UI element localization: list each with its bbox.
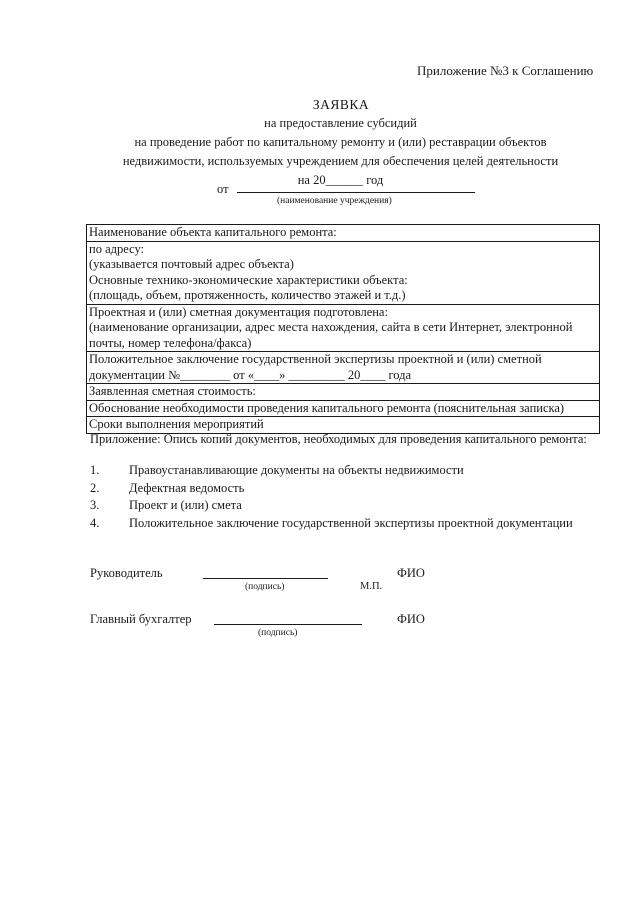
director-label: Руководитель (90, 566, 163, 580)
table-row (87, 304, 600, 352)
director-fio: ФИО (397, 566, 425, 580)
accountant-signature-caption: (подпись) (258, 628, 298, 638)
application-form-table (86, 224, 600, 434)
accountant-fio: ФИО (397, 612, 425, 626)
director-signature-line (203, 578, 328, 579)
subtitle-line: на проведение работ по капитальному ремонту и (или) реставрации объектов (134, 135, 547, 149)
appendix-intro: Приложение: Опись копий документов, необходимых для проведения капитального ремонта: (90, 432, 587, 446)
institution-caption: (наименование учреждения) (277, 196, 392, 206)
table-row (87, 384, 600, 401)
cell-text: Сроки выполнения мероприятий (89, 417, 264, 431)
table-row (87, 241, 600, 304)
table-row (87, 400, 600, 417)
table-row (87, 225, 600, 242)
cell-text: документации №________ от «____» _________ 20____ года (89, 367, 412, 382)
cell-text: (наименование организации, адрес места нахождения, сайта в сети Интернет, электронной почты, номер телефона/факса) (89, 320, 573, 350)
table-row (87, 417, 600, 434)
list-item-text: Положительное заключение государственной экспертизы проектной документации (129, 515, 573, 530)
subtitle-line: недвижимости, используемых учреждением для обеспечения целей деятельности (122, 154, 559, 168)
list-item-text: Правоустанавливающие документы на объекты недвижимости (129, 463, 464, 477)
cell-text: по адресу: (89, 241, 145, 256)
list-item-number: 3. (90, 498, 100, 512)
institution-blank (237, 181, 475, 193)
table-cell (87, 384, 600, 401)
subtitle-line: на 20______ год (297, 173, 384, 187)
table-cell (87, 400, 600, 417)
document-subtitle (80, 114, 601, 190)
accountant-signature-line (214, 624, 362, 625)
seal-placeholder: М.П. (360, 581, 383, 592)
cell-text: Заявленная сметная стоимость: (89, 384, 256, 398)
cell-text: Основные технико-экономические характеристики объекта: (89, 272, 408, 287)
table-cell (87, 352, 600, 384)
cell-text: Положительное заключение государственной экспертизы проектной и (или) сметной (89, 352, 542, 366)
list-item-number: 2. (90, 480, 100, 495)
table-cell (87, 241, 600, 304)
table-row (87, 352, 600, 384)
cell-text: Обоснование необходимости проведения капитального ремонта (пояснительная записка) (89, 400, 565, 415)
cell-text: (указывается почтовый адрес объекта) (89, 257, 294, 271)
table-cell (87, 417, 600, 434)
from-label: от (217, 182, 229, 196)
list-item-text: Проект и (или) смета (129, 498, 242, 512)
document-title: ЗАЯВКА (312, 97, 370, 112)
table-cell (87, 225, 600, 242)
annex-reference: Приложение №3 к Соглашению (417, 63, 594, 78)
director-signature-caption: (подпись) (245, 582, 285, 592)
from-line (217, 181, 475, 197)
subtitle-line: на предоставление субсидий (264, 116, 417, 130)
cell-text: Наименование объекта капитального ремонта: (89, 225, 337, 239)
accountant-label: Главный бухгалтер (90, 612, 192, 626)
table-cell (87, 304, 600, 352)
cell-text: (площадь, объем, протяженность, количество этажей и т.д.) (89, 288, 406, 302)
list-item-number: 1. (90, 463, 100, 477)
list-item-text: Дефектная ведомость (129, 480, 245, 495)
list-item-number: 4. (90, 515, 100, 530)
cell-text: Проектная и (или) сметная документация подготовлена: (89, 304, 388, 319)
